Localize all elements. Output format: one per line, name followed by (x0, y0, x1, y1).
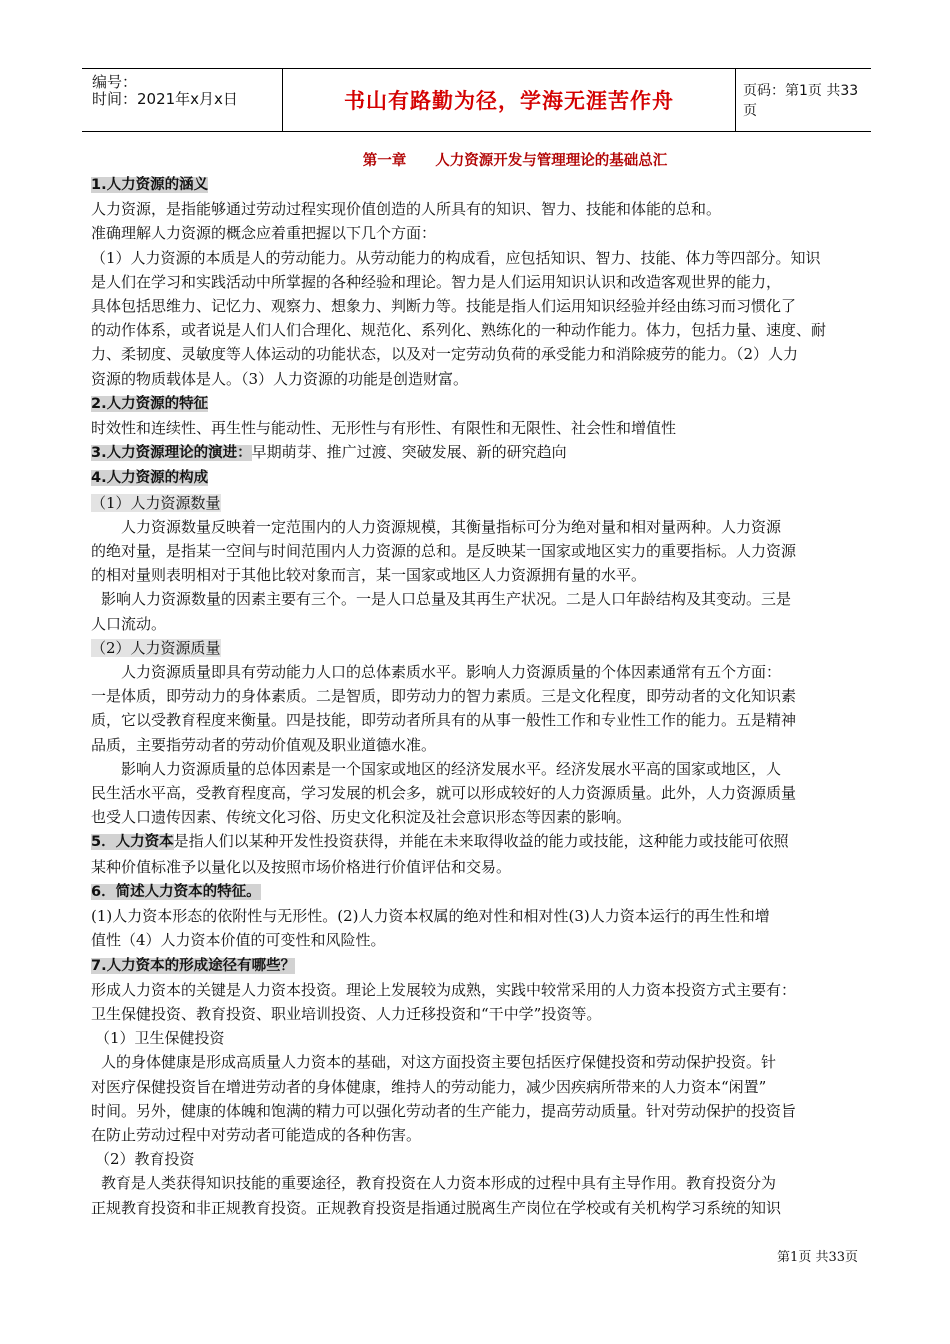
body-text: 品质，主要指劳动者的劳动价值观及职业道德水准。 (91, 735, 437, 754)
body-line (91, 465, 859, 490)
body-line (91, 708, 859, 732)
body-line (91, 612, 859, 636)
section-heading: 6．简述人力资本的特征。 (91, 883, 261, 900)
body-line (91, 855, 859, 879)
body-text: 力、柔韧度、灵敏度等人体运动的功能状态，以及对一定劳动负荷的承受能力和消除疲劳的能力。（2）人力 (91, 345, 799, 364)
body-text: （1）人力资源的本质是人的劳动能力。从劳动能力的构成看，应包括知识、智力、技能、体力等四部分。知识 (91, 248, 821, 267)
body-text: 的相对量则表明相对于其他比较对象而言，某一国家或地区人力资源拥有量的水平。 (91, 566, 647, 585)
body-text: 人口流动。 (91, 614, 167, 633)
body-text: 影响人力资源数量的因素主要有三个。一是人口总量及其再生产状况。二是人口年龄结构及其变动。三是 (101, 590, 792, 609)
body-line (91, 172, 859, 197)
section-heading: 2.人力资源的特征 (91, 395, 209, 412)
body-line (91, 805, 859, 829)
section-heading: 3.人力资源理论的演进： (91, 445, 252, 462)
body-line (91, 391, 859, 416)
body-line (91, 367, 859, 391)
body-text: 对医疗保健投资旨在增进劳动者的身体健康，维持人的劳动能力，减少因疾病所带来的人力资本“闲置” (91, 1077, 767, 1096)
body-text: 是指人们以某种开发性投资获得，并能在未来取得收益的能力或技能，这种能力或技能可依照 (173, 832, 789, 851)
body-line (91, 1002, 859, 1026)
section-heading: 5．人力资本 (91, 834, 174, 851)
body-text: 值性（4）人力资本价值的可变性和风险性。 (91, 931, 386, 950)
page-header (82, 68, 871, 132)
header-motto: 书山有路勤为径，学海无涯苦作舟 (344, 89, 674, 113)
doc-number-label: 编号： (92, 73, 138, 91)
body-text: 时间。另外，健康的体魄和饱满的精力可以强化劳动者的生产能力，提高劳动质量。针对劳动保护的投资旨 (91, 1101, 797, 1120)
section-heading: 7.人力资本的形成途径有哪些？ (91, 957, 296, 974)
body-line (91, 953, 859, 978)
body-text: 教育是人类获得知识技能的重要途径，教育投资在人力资本形成的过程中具有主导作用。教育投资分为 (101, 1174, 777, 1193)
body-text: 时效性和连续性、再生性与能动性、无形性与有形性、有限性和无限性、社会性和增值性 (91, 419, 677, 438)
body-line (91, 684, 859, 708)
body-line (91, 563, 859, 587)
body-line (91, 294, 859, 318)
body-line (91, 1196, 859, 1220)
body-text: 是人们在学习和实践活动中所掌握的各种经验和理论。智力是人们运用知识认识和改造客观世界的能力， (91, 272, 782, 291)
body-text: 人力资源数量反映着一定范围内的人力资源规模，其衡量指标可分为绝对量和相对量两种。人力资源 (121, 517, 782, 536)
section-heading: 1.人力资源的涵义 (91, 177, 209, 193)
body-line (91, 660, 859, 684)
body-text: 具体包括思维力、记忆力、观察力、想象力、判断力等。技能是指人们运用知识经验并经由练习而习惯化了 (91, 297, 797, 316)
body-lines (91, 172, 859, 1220)
body-text: 人的身体健康是形成高质量人力资本的基础，对这方面投资主要包括医疗保健投资和劳动保护投资。针 (101, 1053, 777, 1072)
body-line (91, 636, 859, 660)
body-text: 影响人力资源质量的总体因素是一个国家或地区的经济发展水平。经济发展水平高的国家或地区，人 (121, 759, 782, 778)
body-line (91, 1123, 859, 1147)
body-line (91, 928, 859, 952)
document-body (91, 150, 859, 1220)
body-line (91, 318, 859, 342)
body-text: 形成人力资本的关键是人力资本投资。理论上发展较为成熟，实践中较常采用的人力资本投资方式主要有： (91, 980, 797, 999)
body-text: 卫生保健投资、教育投资、职业培训投资、人力迁移投资和“干中学”投资等。 (91, 1004, 602, 1023)
header-page-label: 页码：第1页 共33页 (743, 83, 859, 119)
body-line (91, 342, 859, 366)
body-text: 一是体质，即劳动力的身体素质。二是智质，即劳动力的智力素质。三是文化程度，即劳动者的文化知识素 (91, 687, 797, 706)
body-text: 的绝对量，是指某一空间与时间范围内人力资源的总和。是反映某一国家或地区实力的重要指标。人力资源 (91, 542, 797, 561)
body-line (91, 879, 859, 904)
body-line (91, 733, 859, 757)
body-line (91, 1147, 859, 1171)
subsection-heading: （2）人力资源质量 (91, 638, 221, 657)
body-line (91, 1050, 859, 1074)
body-text: 正规教育投资和非正规教育投资。正规教育投资是指通过脱离生产岗位在学校或有关机构学习系统的知识 (91, 1198, 782, 1217)
body-line (91, 587, 859, 611)
body-line (91, 1171, 859, 1195)
body-text: （1）卫生保健投资 (95, 1029, 225, 1048)
body-text: 民生活水平高，受教育程度高，学习发展的机会多，就可以形成较好的人力资源质量。此外，人力资源质量 (91, 784, 797, 803)
body-line (91, 1026, 859, 1050)
body-line (91, 515, 859, 539)
body-text: 人力资源质量即具有劳动能力人口的总体素质水平。影响人力资源质量的个体因素通常有五个方面： (121, 663, 782, 682)
body-line (91, 197, 859, 221)
body-text: （2）教育投资 (95, 1150, 195, 1169)
header-meta (82, 69, 282, 131)
body-text: 准确理解人力资源的概念应着重把握以下几个方面： (91, 224, 437, 243)
body-text: 在防止劳动过程中对劳动者可能造成的各种伤害。 (91, 1125, 422, 1144)
body-line (91, 539, 859, 563)
body-text: 早期萌芽、推广过渡、突破发展、新的研究趋向 (251, 443, 567, 462)
doc-time-label: 时间：2021年x月x日 (92, 90, 238, 108)
body-text: 也受人口遗传因素、传统文化习俗、历史文化积淀及社会意识形态等因素的影响。 (91, 808, 632, 827)
body-line (91, 1099, 859, 1123)
body-line (91, 246, 859, 270)
body-line (91, 829, 859, 854)
chapter-title: 第一章 人力资源开发与管理理论的基础总汇 (362, 153, 668, 169)
body-line (91, 221, 859, 245)
body-line (91, 416, 859, 440)
header-motto-cell (282, 69, 736, 131)
body-text: 某种价值标准予以量化以及按照市场价格进行价值评估和交易。 (91, 857, 512, 876)
body-text: (1)人力资本形态的依附性与无形性。(2)人力资本权属的绝对性和相对性(3)人力资本运行的再生性和增 (91, 907, 770, 926)
body-line (91, 270, 859, 294)
body-text: 的动作体系，或者说是人们人们合理化、规范化、系列化、熟练化的一种动作能力。体力，包括力量、速度、耐 (91, 321, 827, 340)
body-text: 人力资源，是指能够通过劳动过程实现价值创造的人所具有的知识、智力、技能和体能的总和。 (91, 200, 722, 219)
page-footer: 第1页 共33页 (777, 1250, 858, 1265)
subsection-heading: （1）人力资源数量 (91, 493, 221, 512)
body-line (91, 491, 859, 515)
body-line (91, 1075, 859, 1099)
body-line (91, 781, 859, 805)
section-heading: 4.人力资源的构成 (91, 470, 209, 487)
body-text: 资源的物质载体是人。（3）人力资源的功能是创造财富。 (91, 369, 469, 388)
body-line (91, 757, 859, 781)
body-line (91, 440, 859, 465)
body-text: 质，它以受教育程度来衡量。四是技能，即劳动者所具有的从事一般性工作和专业性工作的能力。五是精神 (91, 711, 797, 730)
body-line (91, 978, 859, 1002)
body-line (91, 904, 859, 928)
